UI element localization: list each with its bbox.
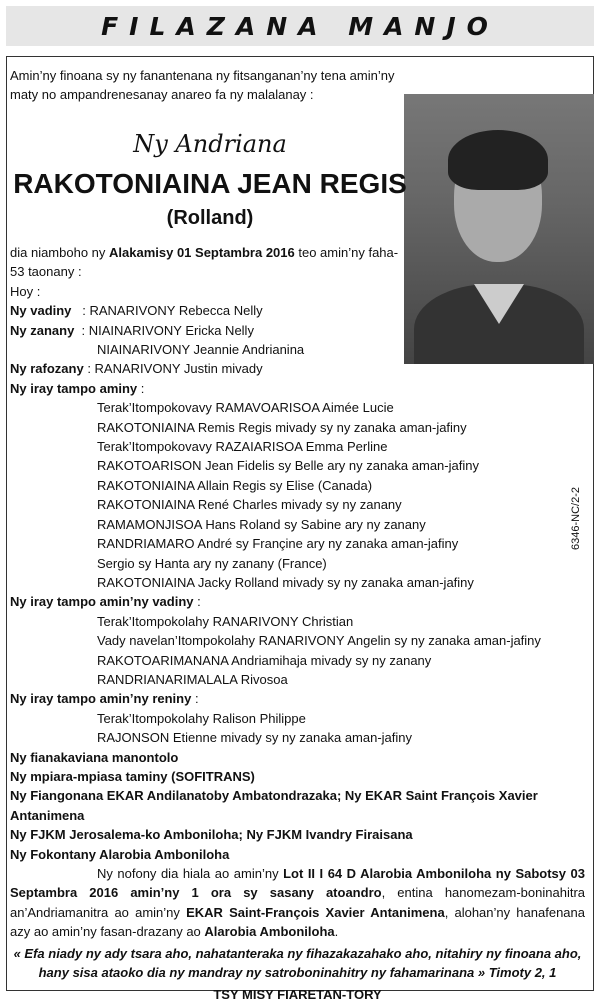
- spouse-siblings-list: [10, 612, 585, 690]
- list-item: RAKOTOARISON Jean Fidelis sy Belle ary ny zanaka aman-jafiny: [97, 458, 479, 474]
- burial-text: Ny nofony dia hiala ao amin’ny Lot II I 64 D Alarobia Amboniloha ny Sabotsy 03 Septambra 2016 amin’ny 1 ora sy sasany atoandro, entina hanomezam-boninahitra an’Andriamanitra ao amin’ny EKAR Saint-François Xavier Antanimena, alohan’ny hanafenana azy ao amin’ny fasan-drazany ao Alarobia Amboniloha.: [10, 866, 586, 940]
- list-item: RAKOTONIAINA Remis Regis mivady sy ny zanaka aman-jafiny: [97, 419, 467, 435]
- children-line: Ny zanany : NIAINARIVONY Ericka Nelly: [10, 322, 254, 338]
- bible-quote: « Efa niady ny ady tsara aho, nahatanteraka ny fihazakazahako aho, nitahiry ny finoana aho, hany sisa ataoko dia ny mandray ny satroboninahitry ny fahamarinana » Timoty 2, 1: [13, 945, 582, 981]
- in-laws-line: Ny rafozany : RANARIVONY Justin mivady: [10, 361, 263, 377]
- death-announcement: dia niamboho ny Alakamisy 01 Septambra 2016 teo amin’ny faha-53 taonany :: [10, 245, 399, 280]
- group-line: Ny fianakaviana manontolo: [10, 749, 179, 765]
- list-item: Terak’Itompokovavy RAZAIARISOA Emma Perline: [97, 439, 388, 455]
- header-banner: [6, 6, 594, 46]
- list-item: Vady navelan’Itompokolahy RANARIVONY Angelin sy ny zanaka aman-jafiny: [97, 633, 541, 649]
- nickname: (Rolland): [166, 207, 254, 229]
- hoy-line: Hoy :: [10, 283, 41, 299]
- footer-text: TSY MISY FIARETAN-TORY: [213, 987, 382, 1003]
- mother-siblings-list: [10, 709, 585, 748]
- siblings-list: [10, 398, 585, 592]
- group-line: Ny Fokontany Alarobia Amboniloha: [10, 846, 230, 862]
- honorific: Ny Andriana: [133, 130, 287, 158]
- list-item: RAKOTONIAINA René Charles mivady sy ny zanany: [97, 497, 402, 513]
- spouse-siblings-heading: Ny iray tampo amin’ny vadiny :: [10, 594, 201, 610]
- list-item: RANDRIAMARO André sy Françine ary ny zanaka aman-jafiny: [97, 536, 459, 552]
- mother-siblings-heading: Ny iray tampo amin’ny reniny :: [10, 691, 199, 707]
- list-item: RAJONSON Etienne mivady sy ny zanaka aman-jafiny: [97, 730, 413, 746]
- intro-text: Amin’ny finoana sy ny fanantenana ny fitsanganan’ny tena amin’ny maty no ampandrenesanay anareo fa ny malalanay :: [10, 68, 395, 102]
- list-item: RANDRIANARIMALALA Rivosoa: [97, 671, 288, 687]
- list-item: RAKOTONIAINA Jacky Rolland mivady sy ny zanaka aman-jafiny: [97, 574, 474, 590]
- list-item: RAMAMONJISOA Hans Roland sy Sabine ary ny zanany: [97, 516, 426, 532]
- document-title: FILAZANA MANJO: [101, 11, 499, 41]
- list-item: Terak’Itompokovavy RAMAVOARISOA Aimée Lucie: [97, 400, 394, 416]
- reference-code: 6346-NC/2-2: [570, 487, 582, 550]
- notice-body: [10, 243, 585, 1005]
- list-item: Terak’Itompokolahy RANARIVONY Christian: [97, 613, 354, 629]
- group-line: Ny mpiara-mpiasa taminy (SOFITRANS): [10, 768, 255, 784]
- siblings-heading: Ny iray tampo aminy :: [10, 380, 145, 396]
- list-item: Terak’Itompokolahy Ralison Philippe: [97, 710, 306, 726]
- groups-list: [10, 748, 585, 864]
- list-item: Sergio sy Hanta ary ny zanany (France): [97, 555, 327, 571]
- deceased-name: RAKOTONIAINA JEAN REGIS: [13, 168, 407, 199]
- group-line: Ny Fiangonana EKAR Andilanatoby Ambatondrazaka; Ny EKAR Saint François Xavier Antanimena: [10, 788, 538, 823]
- children-line-2: NIAINARIVONY Jeannie Andrianina: [97, 342, 305, 358]
- list-item: RAKOTOARIMANANA Andriamihaja mivady sy ny zanany: [97, 652, 432, 668]
- group-line: Ny FJKM Jerosalema-ko Amboniloha; Ny FJKM Ivandry Firaisana: [10, 827, 413, 843]
- spouse-line: Ny vadiny : RANARIVONY Rebecca Nelly: [10, 303, 263, 319]
- list-item: RAKOTONIAINA Allain Regis sy Elise (Canada): [97, 477, 373, 493]
